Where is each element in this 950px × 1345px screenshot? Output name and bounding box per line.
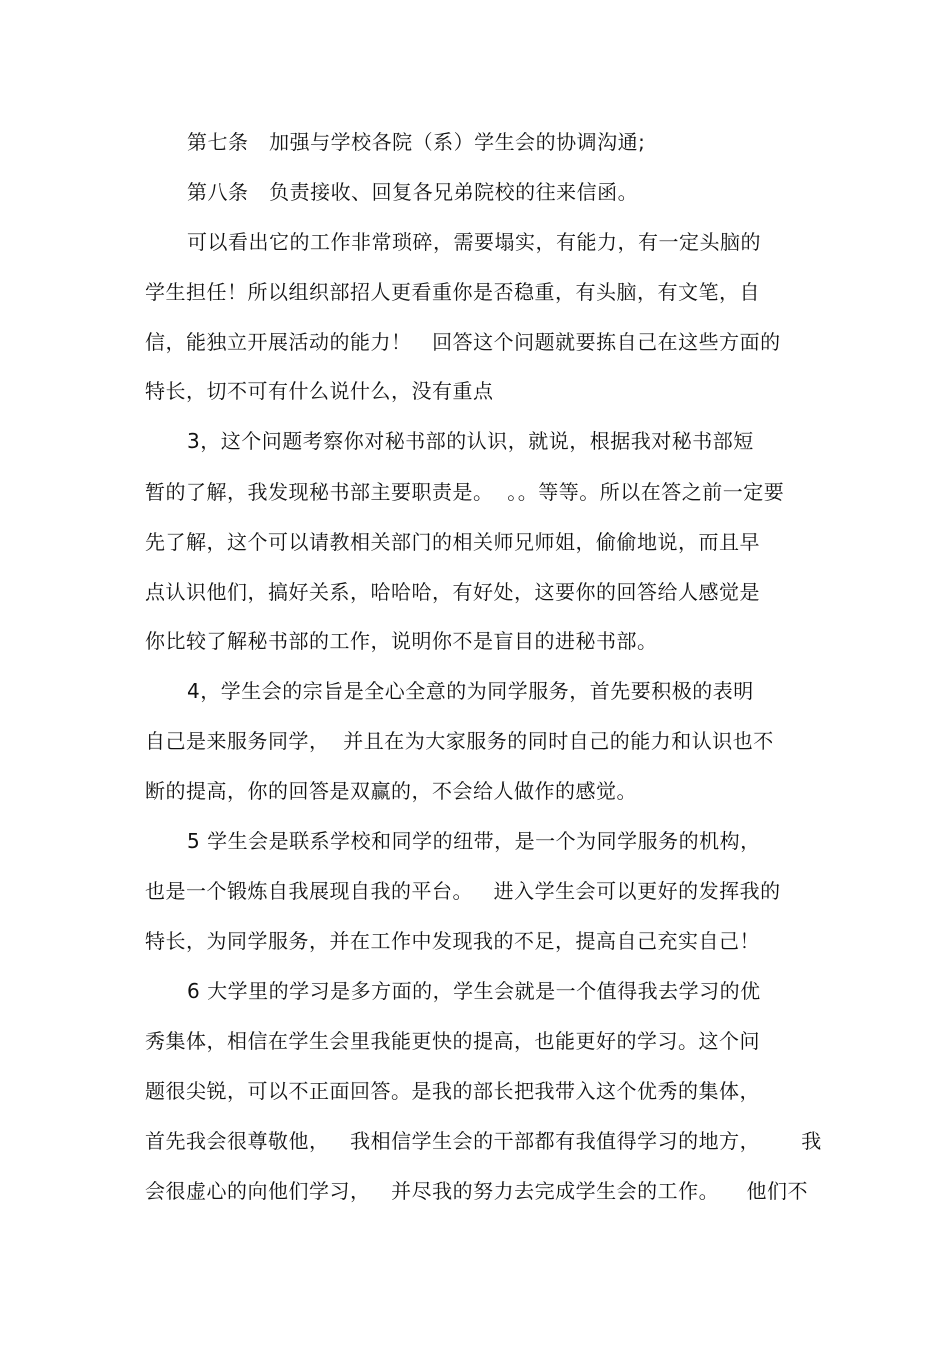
text-line: 4，学生会的宗旨是全心全意的为同学服务，首先要积极的表明	[187, 679, 754, 703]
text-line: 首先我会很尊敬他， 我相信学生会的干部都有我值得学习的地方， 我	[145, 1129, 822, 1153]
text-line: 暂的了解，我发现秘书部主要职责是。 。。等等。所以在答之前一定要	[145, 480, 785, 504]
text-line: 可以看出它的工作非常琐碎，需要塌实，有能力，有一定头脑的	[187, 230, 761, 254]
text-line: 题很尖锐，可以不正面回答。是我的部长把我带入这个优秀的集体，	[145, 1079, 760, 1103]
text-line: 断的提高，你的回答是双赢的，不会给人做作的感觉。	[145, 779, 637, 803]
text-line: 特长，为同学服务，并在工作中发现我的不足，提高自己充实自己！	[145, 929, 760, 953]
text-line: 第七条 加强与学校各院（系）学生会的协调沟通;	[187, 130, 646, 154]
text-line: 点认识他们，搞好关系，哈哈哈，有好处，这要你的回答给人感觉是	[145, 580, 760, 604]
text-line: 先了解，这个可以请教相关部门的相关师兄师姐，偷偷地说，而且早	[145, 530, 760, 554]
text-line: 6 大学里的学习是多方面的，学生会就是一个值得我去学习的优	[187, 979, 761, 1003]
text-line: 自己是来服务同学， 并且在为大家服务的同时自己的能力和认识也不	[145, 729, 774, 753]
text-line: 3，这个问题考察你对秘书部的认识，就说，根据我对秘书部短	[187, 429, 754, 453]
text-line: 信，能独立开展活动的能力！ 回答这个问题就要拣自己在这些方面的	[145, 330, 781, 354]
text-line: 秀集体，相信在学生会里我能更快的提高，也能更好的学习。这个问	[145, 1029, 760, 1053]
text-line: 学生担任！所以组织部招人更看重你是否稳重，有头脑，有文笔，自	[145, 280, 760, 304]
text-line: 第八条 负责接收、回复各兄弟院校的往来信函。	[187, 180, 639, 204]
text-line: 会很虚心的向他们学习， 并尽我的努力去完成学生会的工作。 他们不	[145, 1179, 809, 1203]
text-line: 也是一个锻炼自我展现自我的平台。 进入学生会可以更好的发挥我的	[145, 879, 781, 903]
text-line: 特长，切不可有什么说什么，没有重点	[145, 379, 494, 403]
text-line: 5 学生会是联系学校和同学的纽带，是一个为同学服务的机构，	[187, 829, 761, 853]
text-line: 你比较了解秘书部的工作，说明你不是盲目的进秘书部。	[145, 629, 658, 653]
